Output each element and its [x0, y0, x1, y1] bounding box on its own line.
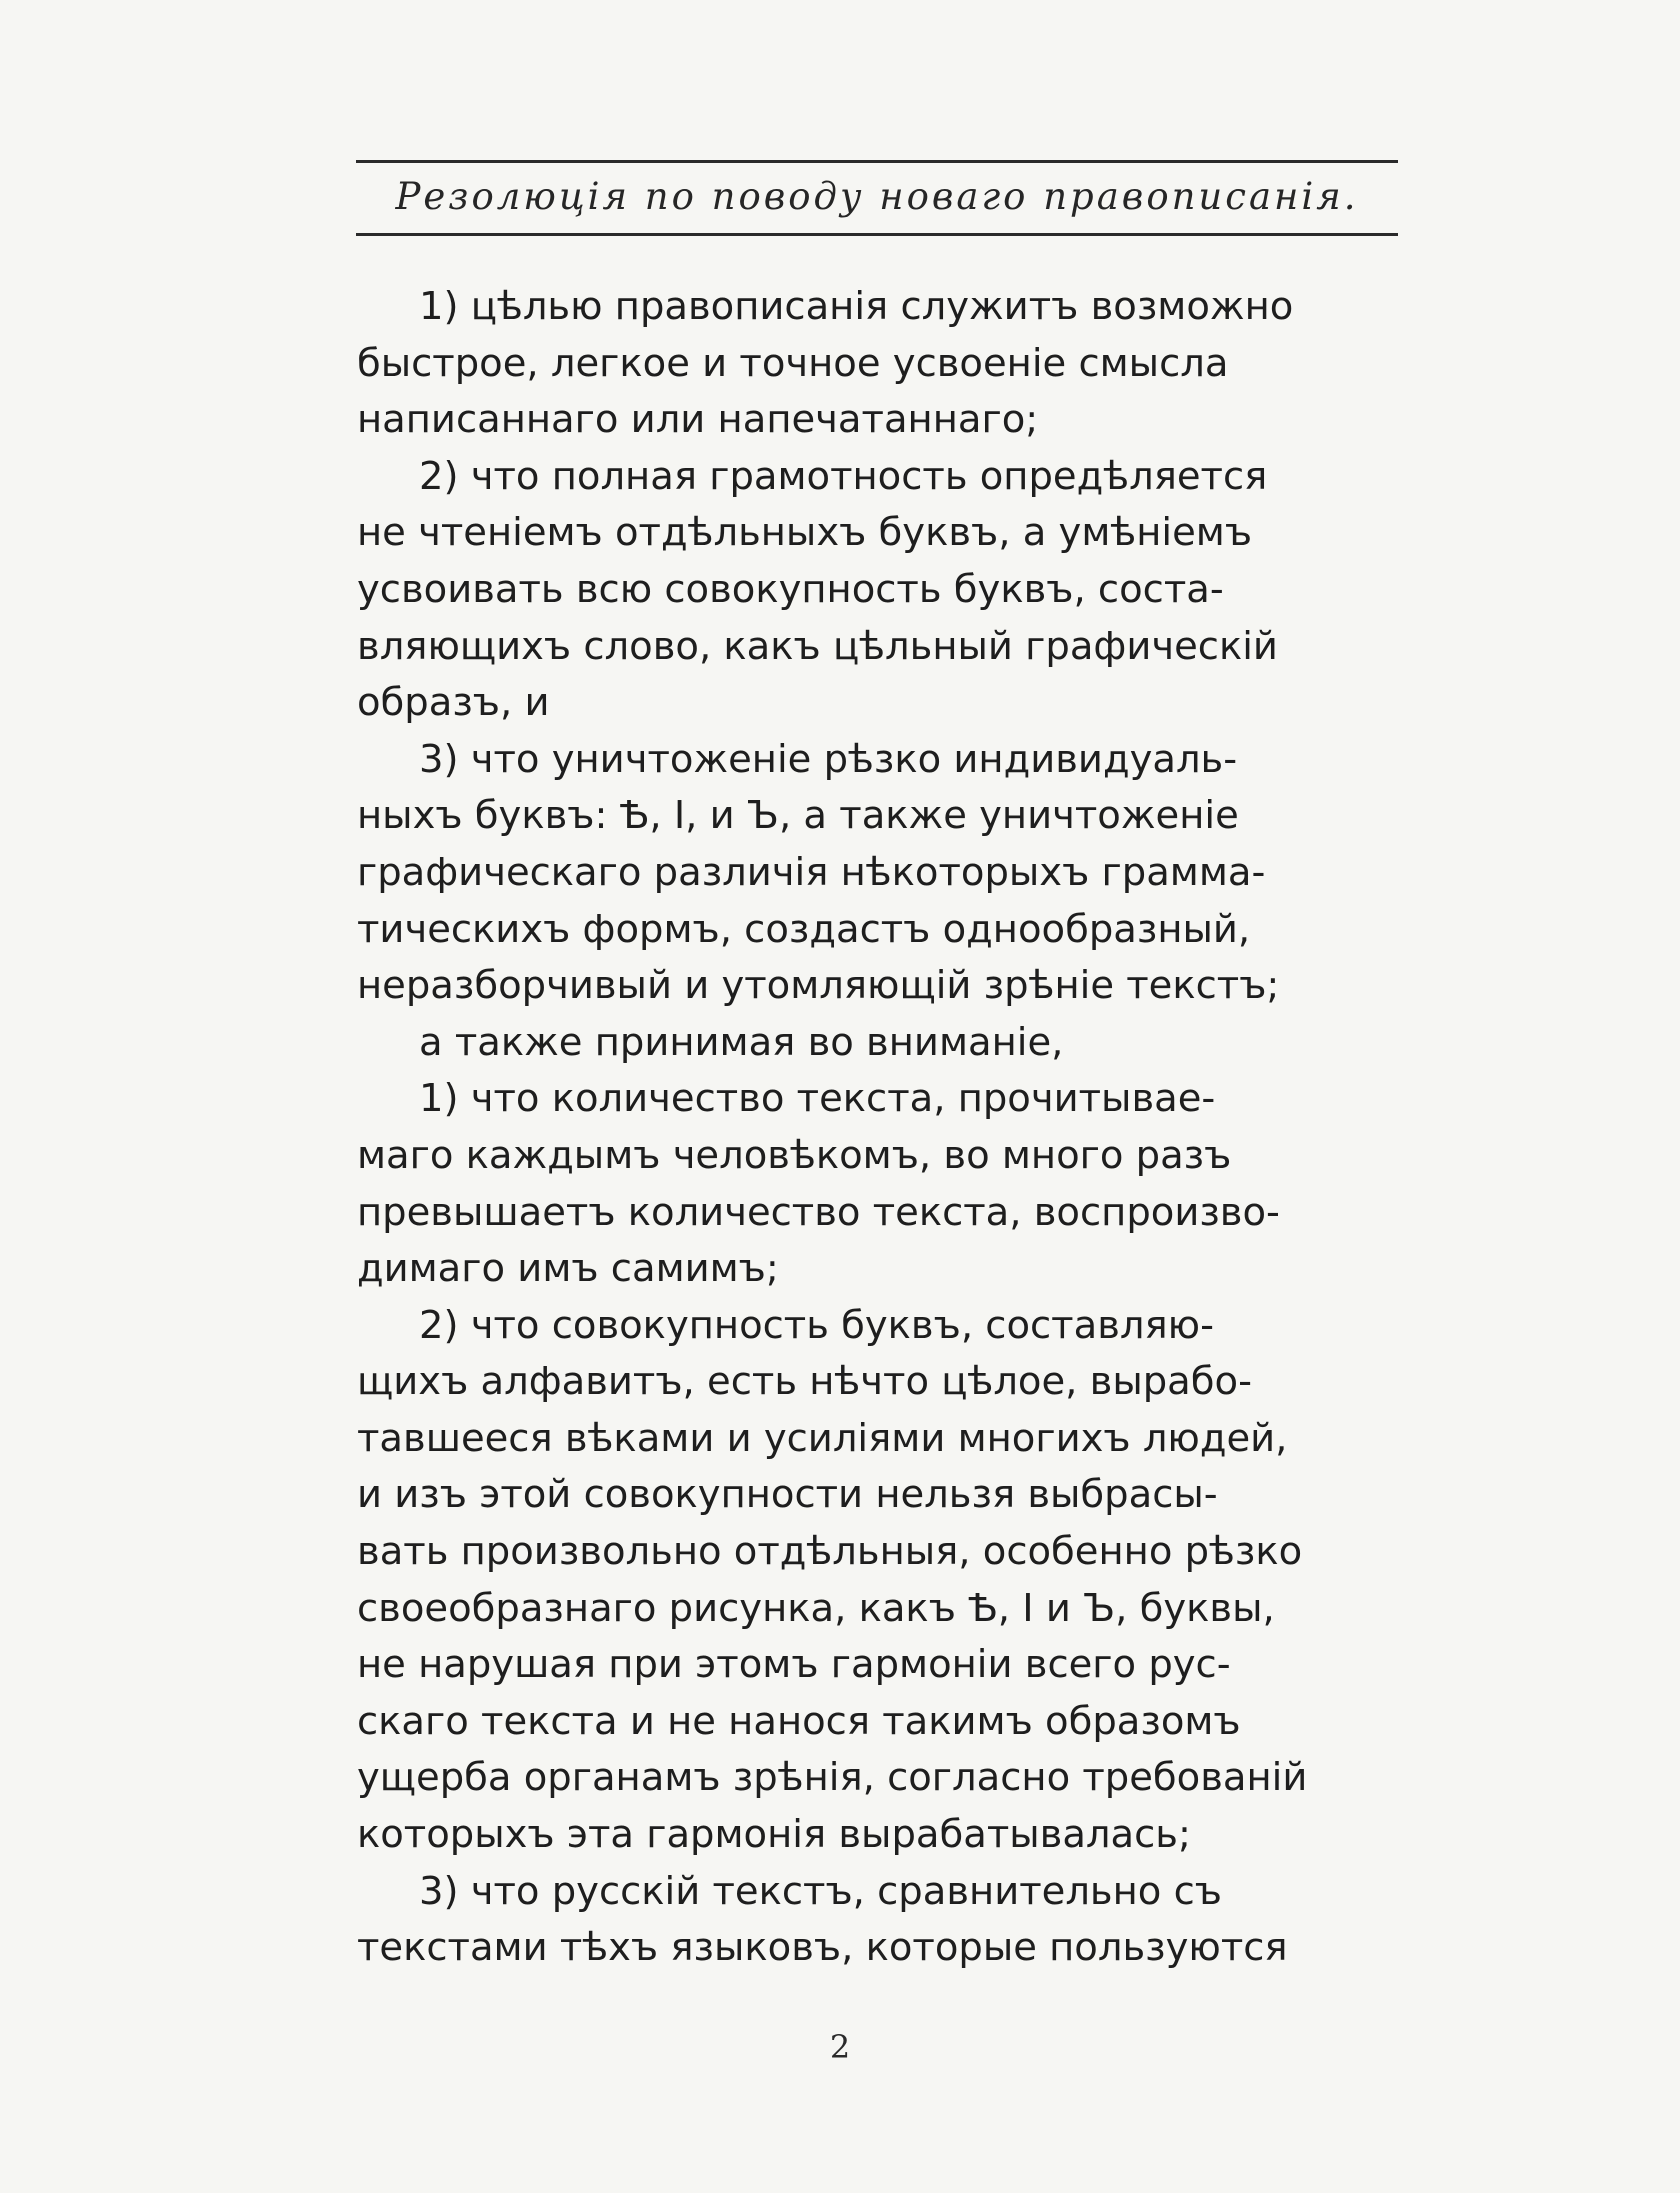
text-line: 3) что русскій текстъ, сравнительно съ	[419, 1868, 1222, 1914]
header-rule-top	[356, 160, 1398, 163]
text-line: образъ, и	[357, 680, 550, 726]
text-line: 2) что совокупность буквъ, составляю-	[419, 1302, 1214, 1348]
text-line: 3) что уничтоженіе рѣзко индивидуаль-	[419, 736, 1238, 782]
text-line: вать произвольно отдѣльныя, особенно рѣзко	[357, 1529, 1303, 1575]
text-line: графическаго различія нѣкоторыхъ граммa-	[357, 849, 1266, 895]
text-line: ныхъ буквъ: Ѣ, I, и Ъ, а также уничтоженіе	[357, 793, 1239, 839]
text-line: маго каждымъ человѣкомъ, во много разъ	[357, 1132, 1232, 1178]
page-number: 2	[829, 2028, 851, 2066]
text-line: ущерба органамъ зрѣнія, согласно требованій	[357, 1755, 1308, 1801]
text-line: не нарушая при этомъ гармоніи всего рус-	[357, 1642, 1231, 1688]
text-line: димаго имъ самимъ;	[357, 1246, 779, 1292]
text-line: текстами тѣхъ языковъ, которые пользуются	[357, 1925, 1288, 1971]
text-line: щихъ алфавитъ, есть нѣчто цѣлое, вырабо-	[357, 1359, 1252, 1405]
body-text	[357, 279, 1447, 1977]
text-line: тическихъ формъ, создастъ однообразный,	[357, 906, 1251, 952]
text-line: и изъ этой совокупности нельзя выбрасы-	[357, 1472, 1218, 1518]
text-line: неразборчивый и утомляющій зрѣніе текстъ;	[357, 963, 1280, 1009]
text-line: а также принимая во вниманіе,	[419, 1019, 1064, 1065]
text-line: тавшееся вѣками и усиліями многихъ людей,	[357, 1415, 1288, 1461]
text-line: которыхъ эта гармонія вырабатывалась;	[357, 1812, 1191, 1858]
text-line: быстрое, легкое и точное усвоеніе смысла	[357, 340, 1229, 386]
header-rule-bottom	[356, 233, 1398, 236]
text-line: 1) что количество текста, прочитывае-	[419, 1076, 1216, 1122]
running-header: Резолюція по поводу новаго правописанія.	[395, 175, 1359, 218]
text-line: вляющихъ слово, какъ цѣльный графическій	[357, 623, 1278, 669]
text-line: написаннаго или напечатаннаго;	[357, 397, 1039, 443]
text-line: скаго текста и не нанося такимъ образомъ	[357, 1698, 1241, 1744]
text-line: своеобразнаго рисунка, какъ Ѣ, I и Ъ, буквы,	[357, 1585, 1275, 1631]
text-line: 1) цѣлью правописанія служитъ возможно	[419, 284, 1294, 329]
text-line: 2) что полная грамотность опредѣляется	[419, 453, 1268, 499]
text-line: не чтеніемъ отдѣльныхъ буквъ, а умѣніемъ	[357, 510, 1253, 556]
text-line: превышаетъ количество текста, воспроизво-	[357, 1189, 1280, 1235]
text-line: усвоивать всю совокупность буквъ, соста-	[357, 566, 1224, 612]
